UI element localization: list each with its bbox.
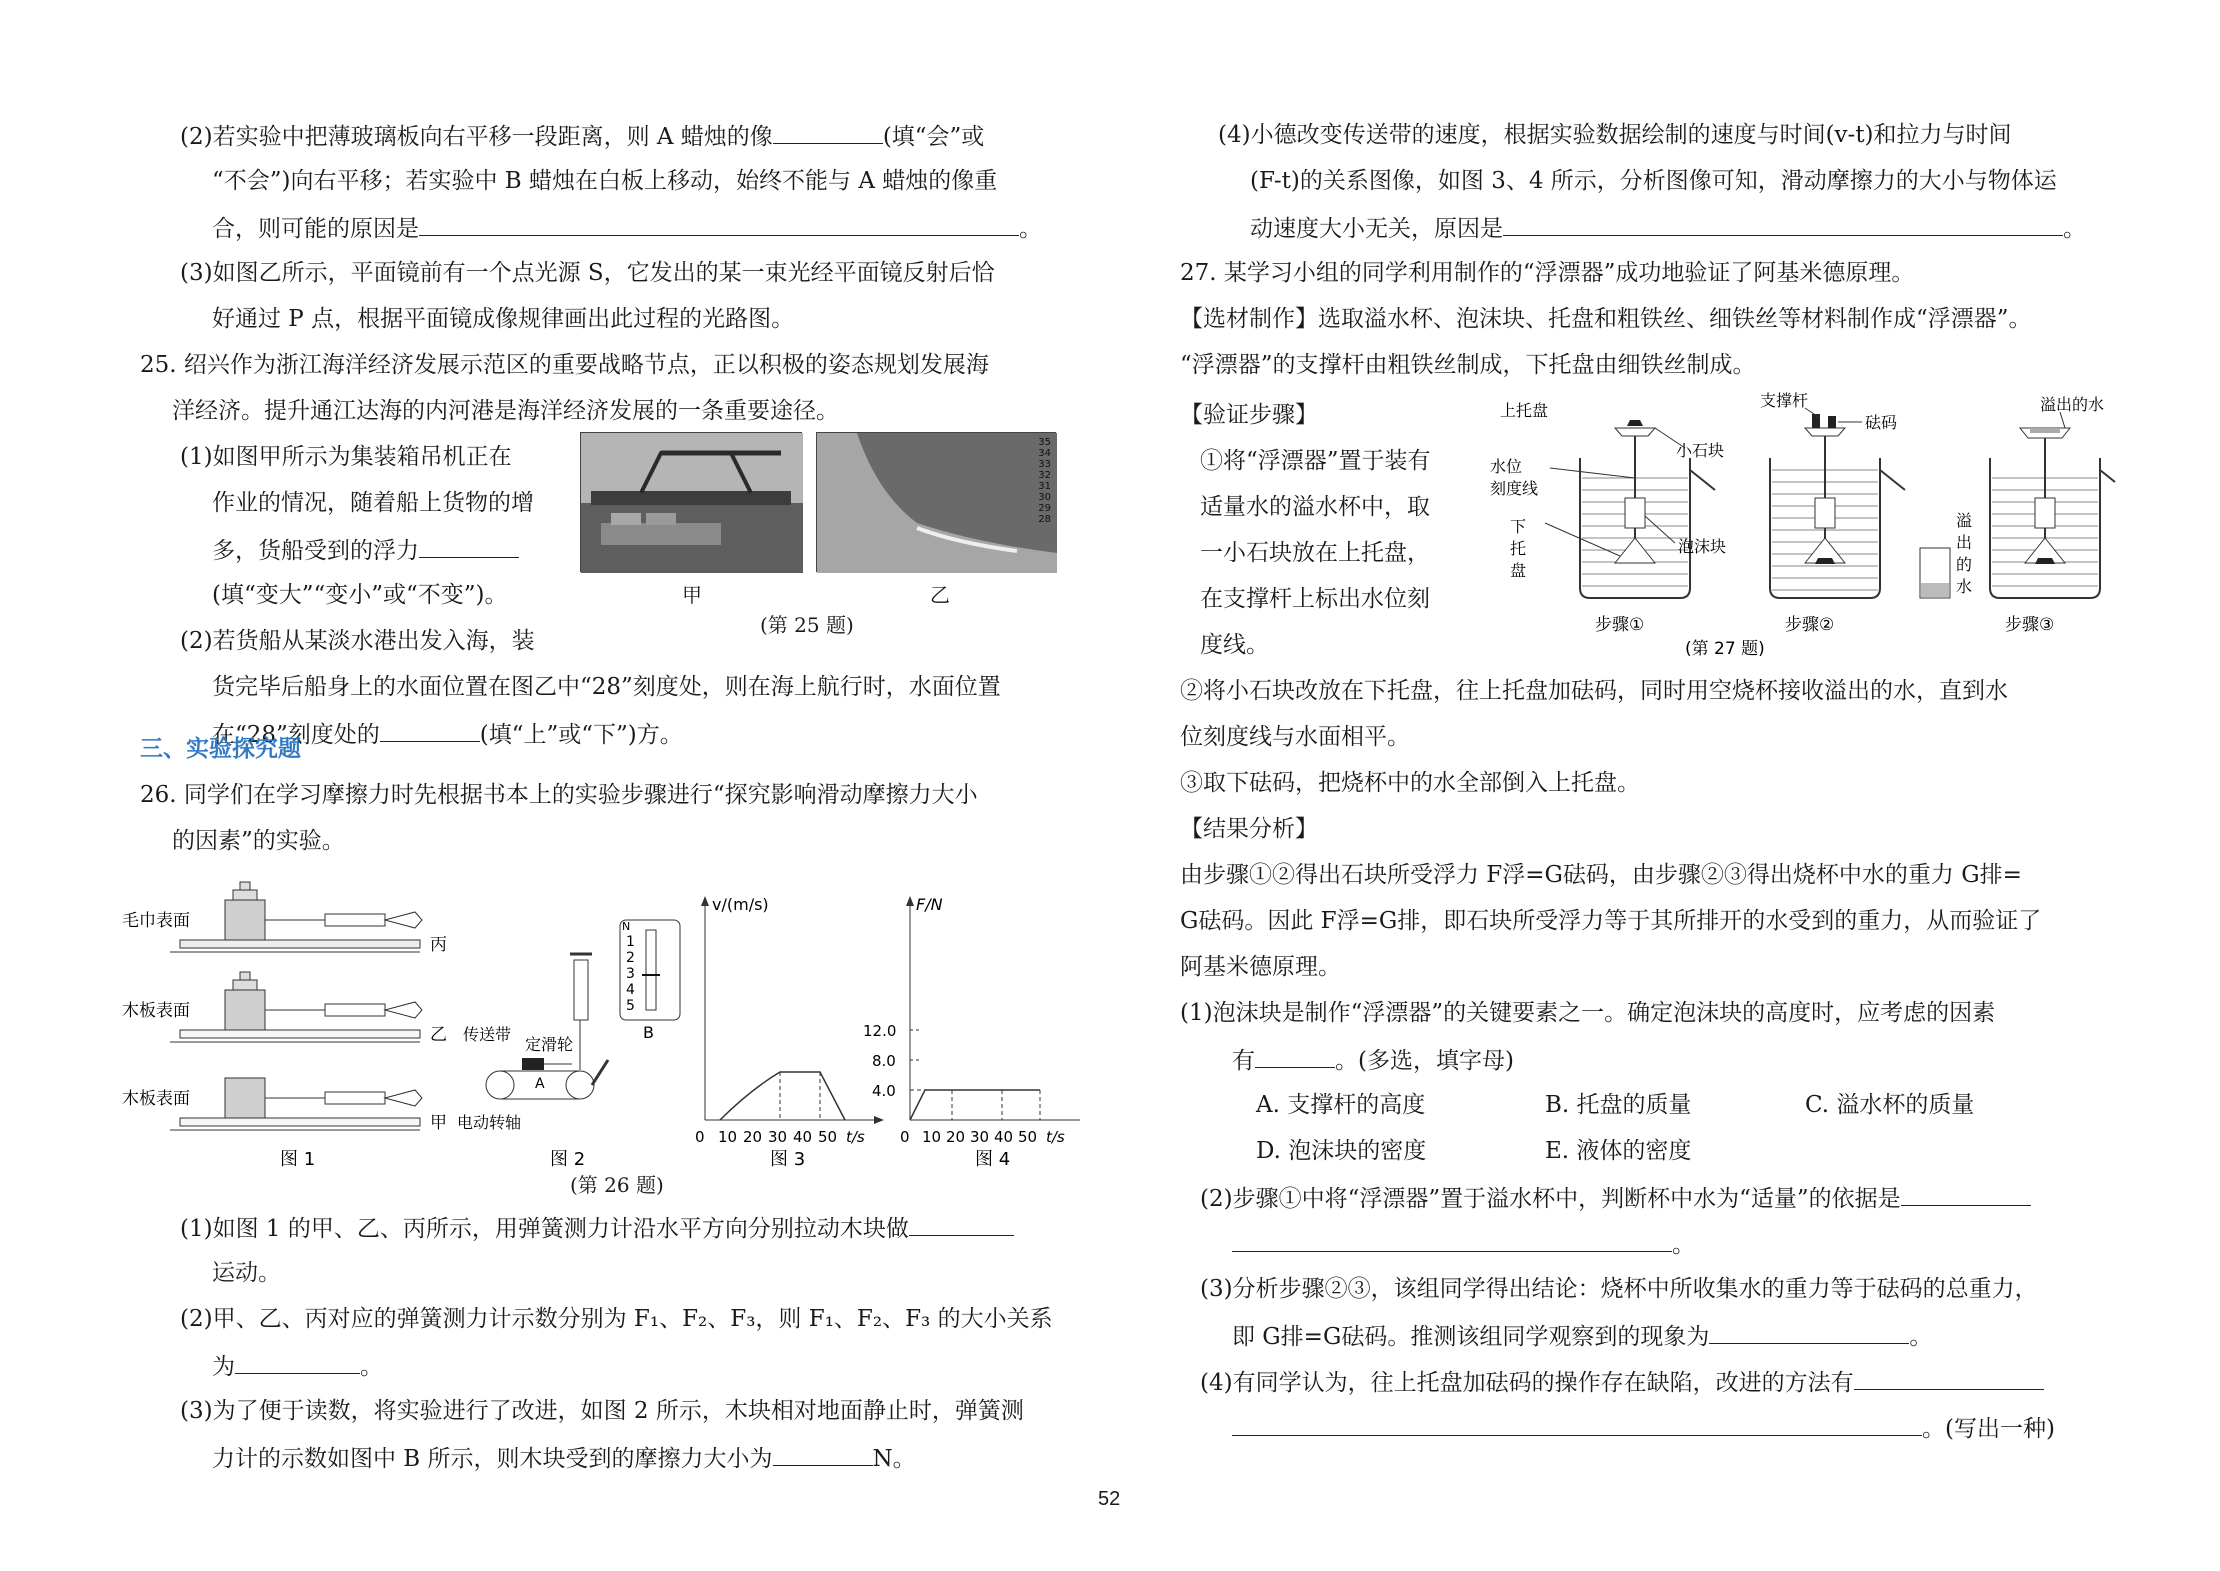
hand	[385, 912, 422, 928]
hull-photo-graphic	[817, 433, 1057, 573]
label-weights: 砝码	[1865, 413, 1898, 432]
q27-improve-blank-2[interactable]	[1232, 1412, 1922, 1436]
q27-step2-line1: ②将小石块改放在下托盘，往上托盘加砝码，同时用空烧杯接收溢出的水，直到水	[1180, 678, 2008, 704]
q27-result-heading: 【结果分析】	[1180, 816, 1318, 842]
fig4-caption: 图 4	[975, 1149, 1011, 1170]
spring-scale	[325, 1092, 385, 1104]
weight	[233, 980, 257, 990]
q27-basis-blank-1[interactable]	[1901, 1182, 2031, 1206]
q26-part1-line2: 运动。	[212, 1260, 281, 1286]
q27-result-line2: G砝码。因此 F浮=G排，即石块所受浮力等于其所排开的水受到的重力，从而验证了	[1180, 908, 2042, 934]
q27-part3-line1: (3)分析步骤②③，该组同学得出结论：烧杯中所收集水的重力等于砝码的总重力，	[1200, 1276, 2038, 1302]
fig3-caption: 图 3	[770, 1149, 806, 1170]
q26-part1-line1	[180, 1212, 1014, 1244]
step3-beaker	[1990, 412, 2115, 598]
option-b: B. 托盘的质量	[1545, 1092, 1692, 1118]
hull-mark: 33	[1038, 459, 1051, 470]
q27-factors-blank[interactable]	[1255, 1044, 1335, 1068]
foam-block	[1815, 498, 1835, 528]
q27-step3: ③取下砝码，把烧杯中的水全部倒入上托盘。	[1180, 770, 1640, 796]
fig1-tag-bing: 丙	[430, 935, 447, 955]
fig4-force-line	[910, 1090, 1040, 1120]
fig3-x-arrow	[874, 1116, 884, 1124]
q25-part2-line3-end: (填“上”或“下”)方。	[479, 722, 683, 748]
option-e: E. 液体的密度	[1545, 1138, 1692, 1164]
label-foam: 泡沫块	[1678, 537, 1727, 556]
fig3-ylabel: v/(m/s)	[712, 895, 769, 914]
dock	[591, 491, 791, 505]
fig2-label-shaft: 电动转轴	[457, 1113, 522, 1132]
gauge-tick: 4	[626, 982, 635, 998]
q26-part2-line2	[212, 1350, 383, 1382]
tray-water	[2030, 428, 2060, 433]
wood-block	[225, 1078, 265, 1118]
step2-beaker	[1770, 408, 1950, 598]
q25-photo-hull	[816, 432, 1056, 572]
tray-pointer	[1545, 523, 1620, 556]
q26-stem-line1: 26. 同学们在学习摩擦力时先根据书本上的实验步骤进行“探究影响滑动摩擦力大小	[140, 782, 978, 808]
q27-step1-line4: 在支撑杆上标出水位刻	[1200, 586, 1430, 612]
fig3-xtick: 20	[743, 1128, 763, 1146]
label-water-line-2: 刻度线	[1490, 479, 1539, 498]
q25-photo-label-jia: 甲	[682, 583, 702, 607]
foam-pointer	[1645, 516, 1675, 543]
page-number: 52	[1098, 1488, 1121, 1510]
fig3-velocity-curve	[720, 1072, 845, 1120]
fig3-xtick: 30	[768, 1128, 788, 1146]
q25-stem-line1: 25. 绍兴作为浙江海洋经济发展示范区的重要战略节点，正以积极的姿态规划发展海	[140, 352, 989, 378]
hand	[385, 1090, 422, 1106]
q26-part3-line1: (3)为了便于读数，将实验进行了改进，如图 2 所示，木块相对地面静止时，弹簧测	[180, 1398, 1024, 1424]
fig1-tag-jia: 甲	[430, 1113, 447, 1133]
foam-block	[1625, 498, 1645, 528]
label-overflow-side: 出	[1956, 533, 1973, 552]
gauge-tick: 5	[626, 998, 635, 1014]
q27-basis-blank-2[interactable]	[1232, 1228, 1672, 1252]
q25-part1-line4: (填“变大”“变小”或“不变”)。	[212, 582, 508, 608]
fig3-vt-chart	[701, 896, 884, 1124]
q26-part2-line1: (2)甲、乙、丙对应的弹簧测力计示数分别为 F₁、F₂、F₃，则 F₁、F₂、F₃ 的大小关系	[180, 1306, 1053, 1332]
fig4-ytick: 12.0	[863, 1022, 897, 1040]
container	[646, 513, 676, 525]
q25-part1-line3-text: 多，货船受到的浮力	[212, 538, 419, 564]
spout	[1690, 470, 1715, 490]
hull-mark: 30	[1038, 492, 1051, 503]
q27-part3-line2-text: 即 G排=G砝码。推测该组同学观察到的现象为	[1232, 1324, 1710, 1350]
q27-part2-text: (2)步骤①中将“浮漂器”置于溢水杯中，判断杯中水为“适量”的依据是	[1200, 1186, 1901, 1212]
label-lower-2: 托	[1510, 539, 1527, 558]
label-step1: 步骤①	[1595, 615, 1645, 635]
q27-part4-hint: 。(写出一种)	[1922, 1416, 2055, 1442]
q25-buoyancy-blank[interactable]	[419, 534, 519, 558]
label-overflow-side: 的	[1956, 555, 1973, 574]
q27-step1-line5: 度线。	[1200, 632, 1269, 658]
crane-photo-graphic	[581, 433, 803, 573]
q25-part1-line3	[212, 534, 519, 566]
hull-mark: 32	[1038, 470, 1051, 481]
hanging-scale	[574, 960, 588, 1020]
upper-tray	[1615, 428, 1655, 436]
pulley-support	[592, 1060, 608, 1085]
q26-part4-period: 。	[2063, 216, 2086, 242]
fig4-ytick: 4.0	[872, 1082, 896, 1100]
q24-part3-line2: 好通过 P 点，根据平面镜成像规律画出此过程的光路图。	[212, 306, 795, 332]
spout	[2100, 470, 2115, 482]
fig1-label-towel: 毛巾表面	[122, 911, 190, 931]
q26-part1-text: (1)如图 1 的甲、乙、丙所示，用弹簧测力计沿水平方向分别拉动木块做	[180, 1216, 909, 1242]
fig3-xtick: 10	[718, 1128, 738, 1146]
cargo-ship	[601, 523, 721, 545]
weight-knob	[240, 882, 250, 890]
fig4-xtick: 40	[994, 1128, 1014, 1146]
fig3-xtick: 50	[818, 1128, 838, 1146]
q27-part1-line1: (1)泡沫块是制作“浮漂器”的关键要素之一。确定泡沫块的高度时，应考虑的因素	[1180, 1000, 1996, 1026]
upper-tray	[1805, 428, 1845, 436]
q27-part4-line1	[1200, 1366, 2044, 1398]
q27-improve-blank-1[interactable]	[1854, 1366, 2044, 1390]
hull-mark: 31	[1038, 481, 1051, 492]
small-stone	[1815, 558, 1835, 564]
q25-photo-crane	[580, 432, 802, 572]
q24-part3-line1: (3)如图乙所示，平面镜前有一个点光源 S，它发出的某一束光经平面镜反射后恰	[180, 260, 995, 286]
hull-draft-marks	[1038, 437, 1051, 525]
hull-mark: 34	[1038, 448, 1051, 459]
hull-mark: 29	[1038, 503, 1051, 514]
q27-step1-line2: 适量水的溢水杯中，取	[1200, 494, 1430, 520]
fig2-conveyor	[486, 920, 680, 1099]
q27-figure	[1490, 391, 2115, 659]
q27-part4-text: (4)有同学认为，往上托盘加砝码的操作存在缺陷，改进的方法有	[1200, 1370, 1854, 1396]
label-overflow-side: 水	[1956, 577, 1973, 596]
board-surface	[180, 1118, 420, 1126]
q26-part3-line2	[212, 1442, 916, 1474]
q25-part2-line1: (2)若货船从某淡水港出发入海，装	[180, 628, 535, 654]
fig3-xlabel: t/s	[846, 1128, 865, 1146]
shaft-wheel	[486, 1071, 514, 1099]
q27-part1-hint: 。(多选，填字母)	[1335, 1048, 1514, 1074]
q26-part3-line2-text: 力计的示数如图中 B 所示，则木块受到的摩擦力大小为	[212, 1446, 773, 1472]
q24-part2-line2: “不会”)向右平移；若实验中 B 蜡烛在白板上移动，始终不能与 A 蜡烛的像重	[212, 168, 998, 194]
weight	[1828, 416, 1836, 428]
fig4-xtick: 50	[1018, 1128, 1038, 1146]
q25-part2-line3-text: 在“28”刻度处的	[212, 722, 380, 748]
fig4-xtick: 10	[922, 1128, 942, 1146]
label-step3: 步骤③	[2005, 615, 2055, 635]
q26-part4-line1: (4)小德改变传送带的速度，根据实验数据绘制的速度与时间(v-t)和拉力与时间	[1218, 122, 2012, 148]
gauge-unit: N	[622, 920, 631, 933]
fig3-xtick: 40	[793, 1128, 813, 1146]
label-overflow-side: 溢	[1956, 511, 1973, 530]
option-d: D. 泡沫块的密度	[1256, 1138, 1427, 1164]
q27-result-line3: 阿基米德原理。	[1180, 954, 1341, 980]
fig1-caption: 图 1	[280, 1149, 316, 1170]
fig1-setup-top	[170, 882, 422, 952]
small-stone	[2035, 558, 2055, 564]
end-wheel	[566, 1071, 594, 1099]
gauge-tick: 2	[626, 950, 635, 966]
fig1-setup-mid	[170, 972, 422, 1042]
weight	[1812, 414, 1820, 428]
gauge-label-b: B	[643, 1023, 654, 1042]
q26-figures	[122, 860, 1080, 1200]
fig4-xtick: 0	[900, 1128, 910, 1146]
q27-step2-line2: 位刻度线与水面相平。	[1180, 724, 1410, 750]
small-stone	[1627, 420, 1643, 426]
overflow-water	[1921, 583, 1949, 597]
gauge-tick: 1	[626, 934, 635, 950]
fig4-ft-chart	[906, 896, 1080, 1120]
gauge-tick: 3	[626, 966, 635, 982]
q27-part2-period: 。	[1672, 1232, 1695, 1258]
foam-block	[2035, 498, 2055, 528]
q27-stem: 27. 某学习小组的同学利用制作的“浮漂器”成功地验证了阿基米德原理。	[1180, 260, 1915, 286]
q26-stem-line2: 的因素”的实验。	[172, 828, 345, 854]
label-step2: 步骤②	[1785, 615, 1835, 635]
wood-block	[225, 990, 265, 1030]
q27-result-line1: 由步骤①②得出石块所受浮力 F浮=G砝码，由步骤②③得出烧杯中水的重力 G排=	[1180, 862, 2022, 888]
section-heading: 三、实验探究题	[140, 736, 301, 762]
label-overflow-top: 溢出的水	[2040, 395, 2105, 414]
q25-part1-line2: 作业的情况，随着船上货物的增	[212, 490, 534, 516]
q27-step1-line1: ①将“浮漂器”置于装有	[1200, 448, 1431, 474]
fig1-tag-yi: 乙	[430, 1025, 447, 1045]
overflow-pointer	[2060, 412, 2065, 428]
q25-part1-line1: (1)如图甲所示为集装箱吊机正在	[180, 444, 512, 470]
q25-caption: (第 25 题)	[760, 613, 854, 637]
q26-motion-blank[interactable]	[909, 1212, 1014, 1236]
label-upper-tray: 上托盘	[1500, 401, 1549, 420]
fig4-xlabel: t/s	[1046, 1128, 1065, 1146]
fig3-xtick: 0	[695, 1128, 705, 1146]
wood-block	[225, 900, 265, 940]
q24-part2-line3	[212, 212, 1042, 244]
q24-part2-text-end: (填“会”或	[882, 124, 985, 150]
hull-mark: 28	[1038, 514, 1051, 525]
fig4-ytick: 8.0	[872, 1052, 896, 1070]
label-water-line-1: 水位	[1490, 457, 1523, 476]
q24-part2-line3-text: 合，则可能的原因是	[212, 216, 419, 242]
q27-part1-line2	[1232, 1044, 1514, 1076]
fig4-xtick: 20	[946, 1128, 966, 1146]
q26-part4-line2: (F-t)的关系图像，如图 3、4 所示，分析图像可知，滑动摩擦力的大小与物体运	[1250, 168, 2057, 194]
q25-part2-line2: 货完毕后船身上的水面位置在图乙中“28”刻度处，则在海上航行时，水面位置	[212, 674, 1001, 700]
hull-mark: 35	[1038, 437, 1051, 448]
q24-part2-blank[interactable]	[773, 120, 883, 144]
weight-knob	[240, 972, 250, 980]
fig4-y-arrow	[906, 896, 914, 906]
label-rod: 支撑杆	[1760, 391, 1809, 410]
fig4-ylabel: F/N	[916, 895, 943, 914]
gauge-b-tube	[646, 930, 656, 1010]
fig1-label-board-mid: 木板表面	[122, 1001, 190, 1021]
fig4-xtick: 30	[970, 1128, 990, 1146]
q24-part2-period: 。	[1019, 216, 1042, 242]
q26-part4-line3-text: 动速度大小无关，原因是	[1250, 216, 1503, 242]
q27-part2-line1	[1200, 1182, 2031, 1214]
q26-reason-blank[interactable]	[1503, 212, 2063, 236]
q24-reason-blank[interactable]	[419, 212, 1019, 236]
q26-part2-line2-text: 为	[212, 1354, 235, 1380]
q27-part3-period: 。	[1909, 1324, 1933, 1350]
fig2-label-belt: 传送带	[463, 1025, 512, 1044]
label-lower-3: 盘	[1510, 561, 1527, 580]
spout	[1880, 470, 1905, 490]
hand	[385, 1002, 422, 1018]
spring-scale	[325, 1004, 385, 1016]
q27-step1-line3: 一小石块放在上托盘，	[1200, 540, 1430, 566]
fig3-y-arrow	[701, 896, 709, 906]
q27-part2-line2	[1232, 1228, 1695, 1260]
q25-stem-line2: 洋经济。提升通江达海的内河港是海洋经济发展的一条重要途径。	[172, 398, 839, 424]
label-stone: 小石块	[1676, 441, 1725, 460]
q26-part4-line3	[1250, 212, 2086, 244]
q26-caption: (第 26 题)	[570, 1173, 664, 1197]
spring-scale	[325, 914, 385, 926]
q25-position-blank[interactable]	[380, 718, 480, 742]
label-lower-1: 下	[1510, 517, 1527, 536]
q27-phenomenon-blank[interactable]	[1709, 1320, 1909, 1344]
q26-relation-blank[interactable]	[235, 1350, 360, 1374]
weight	[233, 890, 257, 900]
q27-part3-line2	[1232, 1320, 1932, 1352]
fig2-caption: 图 2	[550, 1149, 586, 1170]
water-mark-pointer	[1550, 468, 1635, 478]
option-c: C. 溢水杯的质量	[1805, 1092, 1975, 1118]
block-a	[522, 1058, 544, 1070]
fig1-label-board-bottom: 木板表面	[122, 1089, 190, 1109]
q27-verify-heading: 【验证步骤】	[1180, 402, 1318, 428]
fig2-label-a: A	[535, 1076, 545, 1092]
q24-part2-text: (2)若实验中把薄玻璃板向右平移一段距离，则 A 蜡烛的像	[180, 124, 773, 150]
fig2-label-pulley: 定滑轮	[525, 1035, 574, 1054]
q27-select-line2: “浮漂器”的支撑杆由粗铁丝制成，下托盘由细铁丝制成。	[1180, 352, 1756, 378]
board-surface	[180, 1030, 420, 1038]
q27-select-line1: 【选材制作】选取溢水杯、泡沫块、托盘和粗铁丝、细铁丝等材料制作成“浮漂器”。	[1180, 306, 2032, 332]
q26-friction-blank[interactable]	[773, 1442, 873, 1466]
q26-part2-period: 。	[360, 1354, 383, 1380]
q24-part2-line1	[180, 120, 984, 152]
q27-part1-line2-text: 有	[1232, 1048, 1255, 1074]
q25-photo-label-yi: 乙	[930, 583, 950, 607]
container	[611, 513, 641, 525]
towel-surface	[180, 940, 420, 948]
option-a: A. 支撑杆的高度	[1256, 1092, 1426, 1118]
q27-caption: (第 27 题)	[1685, 639, 1765, 659]
q27-part4-line2	[1232, 1412, 2055, 1444]
q26-part3-unit: N。	[872, 1446, 916, 1472]
fig1-setup-bottom	[170, 1078, 422, 1130]
